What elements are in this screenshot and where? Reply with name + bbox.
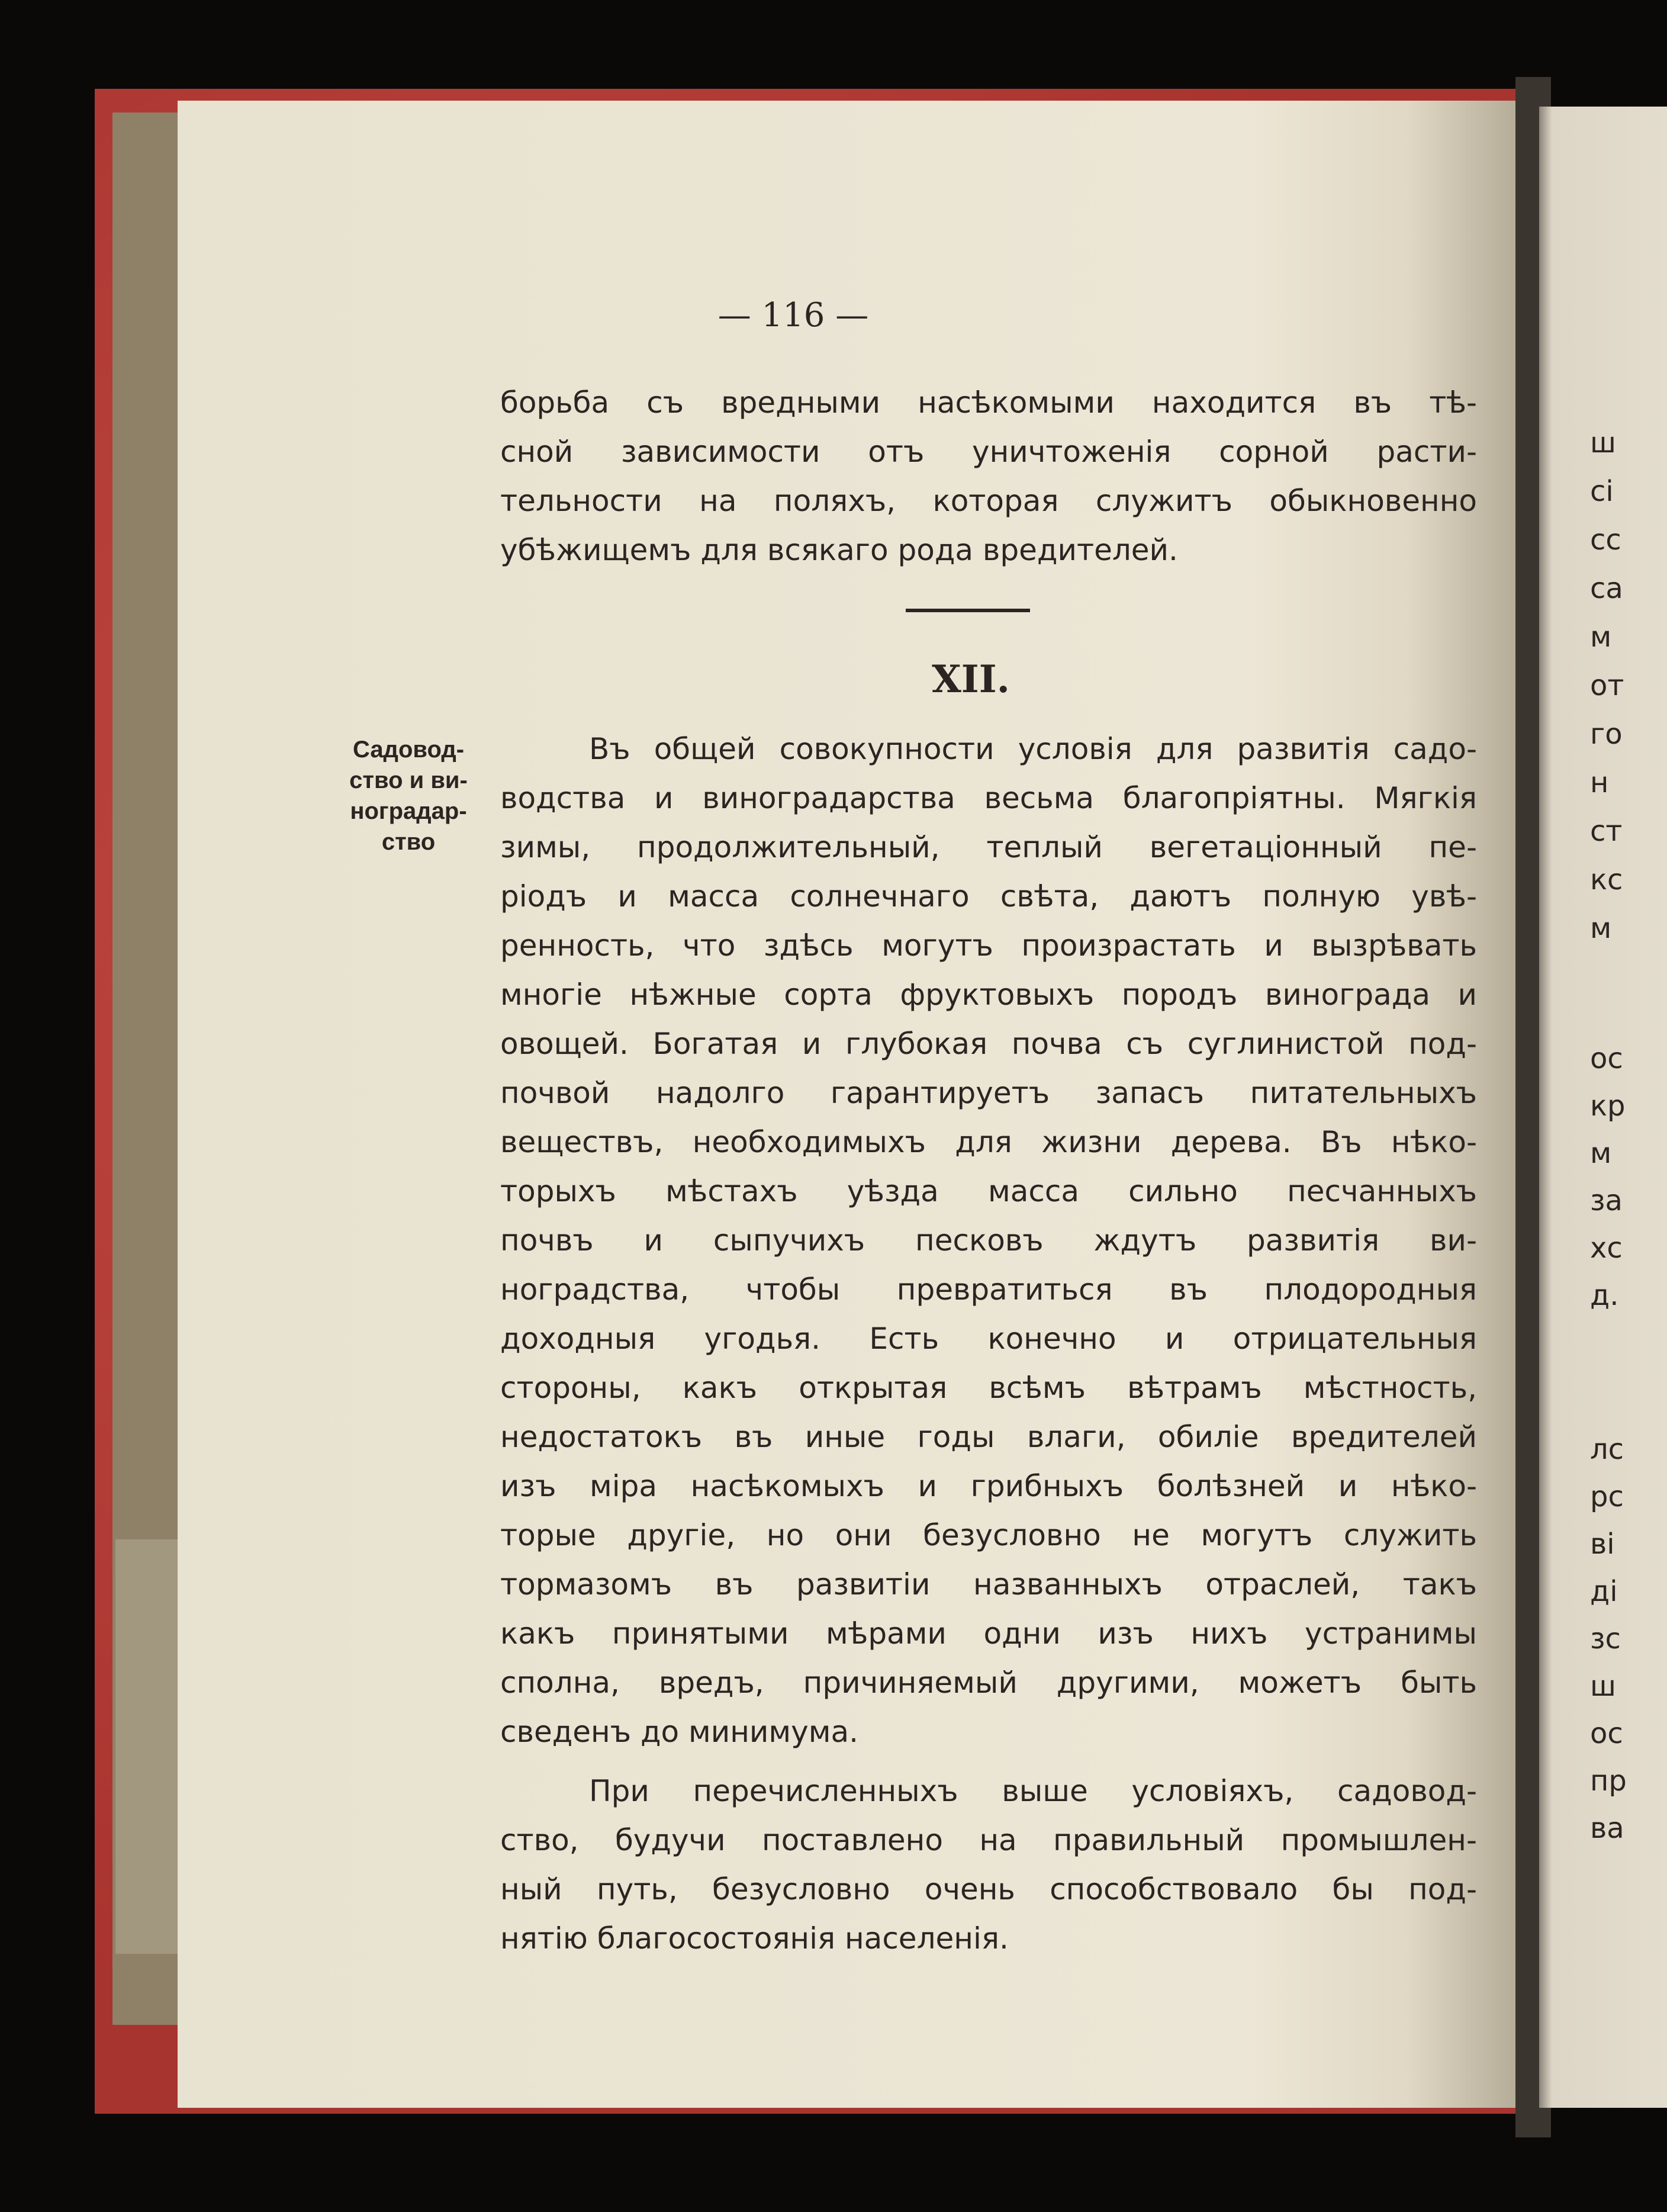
text-line: стороны, какъ открытая всѣмъ вѣтрамъ мѣстность, — [500, 1371, 1477, 1405]
text-line: убѣжищемъ для всякаго рода вредителей. — [500, 533, 1178, 567]
text-line: изъ міра насѣкомыхъ и грибныхъ болѣзней и нѣко- — [500, 1469, 1477, 1503]
facing-page-fragment: ді — [1590, 1575, 1618, 1608]
text-line: сной зависимости отъ уничтоженія сорной расти- — [500, 435, 1477, 469]
facing-page-fragment: пр — [1590, 1764, 1627, 1798]
text-line: сведенъ до минимума. — [500, 1715, 858, 1749]
text-line: зимы, продолжительный, теплый вегетаціонный пе- — [500, 830, 1477, 864]
text-line: торыхъ мѣстахъ уѣзда масса сильно песчанныхъ — [500, 1174, 1477, 1208]
text-line: торые другіе, но они безусловно не могутъ служить — [500, 1518, 1477, 1552]
text-line: тормазомъ въ развитіи названныхъ отраслей, такъ — [500, 1567, 1477, 1602]
text-line: При перечисленныхъ выше условіяхъ, садовод- — [589, 1774, 1477, 1808]
text-line: тельности на поляхъ, которая служитъ обыкновенно — [500, 484, 1477, 518]
facing-page-fragment: са — [1590, 572, 1623, 605]
facing-page-fragment: от — [1590, 669, 1624, 702]
text-line: почвъ и сыпучихъ песковъ ждутъ развитія ви- — [500, 1223, 1477, 1258]
facing-page-fragment: ш — [1590, 426, 1616, 459]
text-line: веществъ, необходимыхъ для жизни дерева. Въ нѣко- — [500, 1125, 1477, 1159]
facing-page-fragment: ш — [1590, 1670, 1616, 1703]
endpaper-flap-lower — [115, 1539, 181, 1954]
text-line: какъ принятыми мѣрами одни изъ нихъ устранимы — [500, 1616, 1477, 1651]
text-line: доходныя угодья. Есть конечно и отрицательныя — [500, 1322, 1477, 1356]
text-line: овощей. Богатая и глубокая почва съ суглинистой под- — [500, 1027, 1477, 1061]
text-line: ноградства, чтобы превратиться въ плодородныя — [500, 1272, 1477, 1307]
facing-page-fragment: хс — [1590, 1232, 1623, 1265]
facing-page-fragment: м — [1590, 912, 1612, 945]
facing-page-fragment: н — [1590, 766, 1609, 799]
text-line: ренность, что здѣсь могутъ произрастать и вызрѣвать — [500, 928, 1477, 963]
text-line: Въ общей совокупности условія для развитія садо- — [589, 732, 1477, 766]
section-rule — [906, 609, 1030, 612]
facing-page-fragment: го — [1590, 718, 1623, 751]
section-heading: XII. — [932, 657, 1010, 702]
text-line: водства и виноградарства весьма благопріятны. Мягкія — [500, 781, 1477, 815]
margin-note — [332, 734, 485, 857]
facing-page-fragment: кр — [1590, 1089, 1626, 1123]
facing-page-fragment: сі — [1590, 475, 1614, 508]
text-line: многіе нѣжные сорта фруктовыхъ породъ винограда и — [500, 978, 1477, 1012]
facing-page-fragment: ві — [1590, 1528, 1615, 1561]
margin-note-line: Садовод- — [352, 737, 465, 763]
text-line: сполна, вредъ, причиняемый другими, можетъ быть — [500, 1666, 1477, 1700]
text-line: ство, будучи поставлено на правильный промышлен- — [500, 1823, 1477, 1857]
page-number: — 116 — — [717, 296, 869, 335]
text-line: недостатокъ въ иные годы влаги, обиліе вредителей — [500, 1420, 1477, 1454]
margin-note-line: ство — [381, 829, 436, 855]
facing-page-fragment: ос — [1590, 1042, 1623, 1075]
text-line: нятію благосостоянія населенія. — [500, 1921, 1009, 1956]
facing-page-fragment: за — [1590, 1184, 1623, 1217]
facing-page-fragment: сс — [1590, 523, 1621, 557]
facing-page-fragment: зс — [1590, 1622, 1621, 1655]
facing-page-fragment: д. — [1590, 1279, 1619, 1312]
text-line: борьба съ вредными насѣкомыми находится въ тѣ- — [500, 385, 1477, 420]
facing-page-fragment: лс — [1590, 1433, 1624, 1466]
facing-page-fragment: рс — [1590, 1480, 1624, 1513]
facing-page-fragment: ст — [1590, 815, 1623, 848]
facing-page-fragment: ос — [1590, 1717, 1623, 1750]
text-line: почвой надолго гарантируетъ запасъ питательныхъ — [500, 1076, 1477, 1110]
facing-page-fragment: кс — [1590, 863, 1623, 896]
text-line: ріодъ и масса солнечнаго свѣта, даютъ полную увѣ- — [500, 879, 1477, 914]
facing-page-fragment: ва — [1590, 1812, 1624, 1845]
margin-note-line: ноградар- — [350, 798, 467, 824]
text-line: ный путь, безусловно очень способствовало бы под- — [500, 1872, 1477, 1906]
margin-note-line: ство и ви- — [349, 767, 468, 793]
facing-page-fragment: м — [1590, 620, 1612, 654]
facing-page-fragment: м — [1590, 1137, 1612, 1170]
